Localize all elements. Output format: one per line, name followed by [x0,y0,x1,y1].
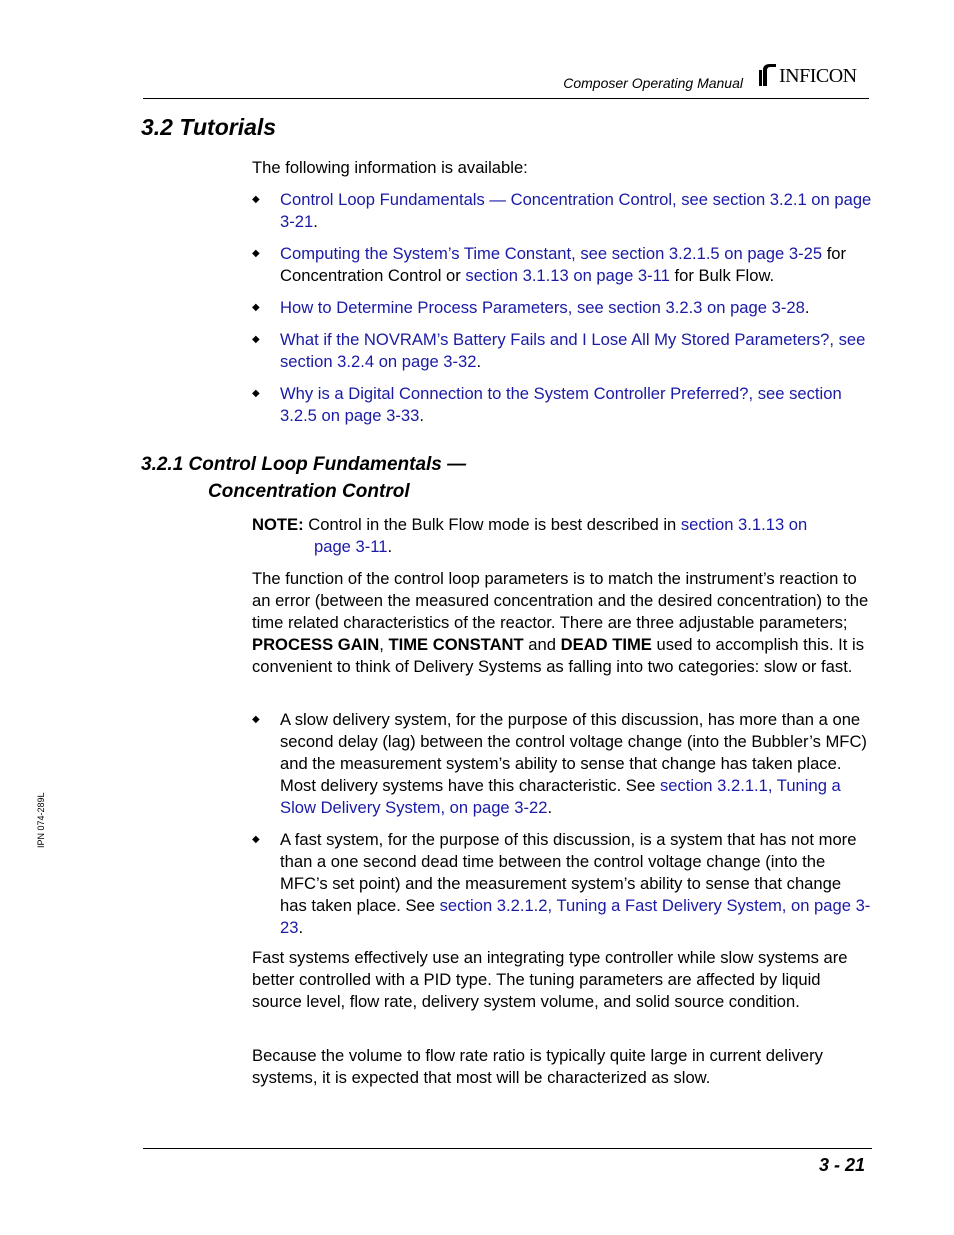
list-item: ◆ A slow delivery system, for the purpose of this discussion, has more than a one second delay (lag) between the control voltage change (into the Bubbler’s MFC) and the measurement system’s ability to sense that change has taken place. Most delivery systems have this characteristic. See section 3.2.1.1, Tuning a Slow Delivery System, on page 3-22. [252,710,867,817]
diamond-bullet-icon: ◆ [252,302,260,313]
list-item: ◆ What if the NOVRAM’s Battery Fails and I Lose All My Stored Parameters?, see section 3.2.4 on page 3-32. [252,330,866,371]
tutorial-link-1[interactable]: Control Loop Fundamentals — Concentration Control, see section 3.2.1 on page 3-21 [280,190,872,231]
paragraph: Fast systems effectively use an integrating type controller while slow systems are better controlled with a PID type. The tuning parameters are affected by liquid source level, flow rate, delivery system volume, and solid source condition. [252,948,848,1011]
diamond-bullet-icon: ◆ [252,248,260,259]
note-link-a[interactable]: section 3.1.13 on [680,515,808,534]
tutorial-link-2[interactable]: Computing the System’s Time Constant, see section 3.2.1.5 on page 3-25 [280,244,823,263]
note: NOTE: Control in the Bulk Flow mode is best described in section 3.1.13 on page 3-11. [252,515,808,556]
section-heading: 3.2 Tutorials [141,114,277,140]
bulk-flow-link[interactable]: section 3.1.13 on page 3-11 [465,266,670,285]
document-code: IPN 074-289L [36,792,46,848]
paragraph: Because the volume to flow rate ratio is typically quite large in current delivery systems, it is expected that most will be characterized as slow. [252,1046,823,1087]
diamond-bullet-icon: ◆ [252,194,260,205]
footer-rule [143,1148,872,1149]
delivery-system-list [252,709,872,949]
inficon-logo-icon [757,62,779,88]
slow-delivery-link[interactable]: section 3.2.1.1, Tuning a Slow Delivery System, on page 3-22 [280,776,841,817]
logo-text: INFICON [779,65,857,87]
header-rule [143,98,869,99]
diamond-bullet-icon: ◆ [252,334,260,345]
paragraph: The function of the control loop parameters is to match the instrument’s reaction to an error (between the measured concentration and the desired concentration) to the time related characteristics of the reactor. There are three adjustable parameters; PROCESS GAIN, TIME CONSTANT and DEAD TIME used to accomplish this. It is convenient to think of Delivery Systems as falling into two categories: slow or fast. [252,569,869,676]
diamond-bullet-icon: ◆ [252,834,260,845]
tutorial-link-5[interactable]: Why is a Digital Connection to the System Controller Preferred?, see section 3.2.5 on page 3-33 [280,384,842,425]
list-item: ◆ Computing the System’s Time Constant, see section 3.2.1.5 on page 3-25 for Concentration Control or section 3.1.13 on page 3-11 for Bulk Flow. [252,244,847,285]
list-item: ◆ A fast system, for the purpose of this discussion, is a system that has not more than a one second dead time between the control voltage change (into the MFC’s set point) and the measurement system’s ability to sense that change has taken place. See section 3.2.1.2, Tuning a Fast Delivery System, on page 3-23. [252,830,871,937]
tutorial-link-3[interactable]: How to Determine Process Parameters, see section 3.2.3 on page 3-28 [280,298,805,317]
subsection-heading: 3.2.1 Control Loop Fundamentals — Concentration Control [141,454,467,502]
list-item: ◆ Why is a Digital Connection to the System Controller Preferred?, see section 3.2.5 on page 3-33. [252,384,842,425]
note-link-b[interactable]: page 3-11 [314,537,388,556]
fast-delivery-link[interactable]: section 3.2.1.2, Tuning a Fast Delivery System, on page 3-23 [280,896,871,937]
tutorial-list [252,189,872,437]
intro-text: The following information is available: [252,158,528,177]
list-item: ◆ Control Loop Fundamentals — Concentration Control, see section 3.2.1 on page 3-21. [252,190,872,231]
diamond-bullet-icon: ◆ [252,388,260,399]
list-item: ◆ How to Determine Process Parameters, see section 3.2.3 on page 3-28. [252,298,810,317]
inficon-logo [757,62,872,88]
note-label: NOTE: [252,515,304,534]
manual-title: Composer Operating Manual [563,75,743,91]
tutorial-link-4[interactable]: What if the NOVRAM’s Battery Fails and I Lose All My Stored Parameters?, see section 3.2.4 on page 3-32 [280,330,866,371]
page-number: 3 - 21 [818,1155,865,1175]
diamond-bullet-icon: ◆ [252,714,260,725]
